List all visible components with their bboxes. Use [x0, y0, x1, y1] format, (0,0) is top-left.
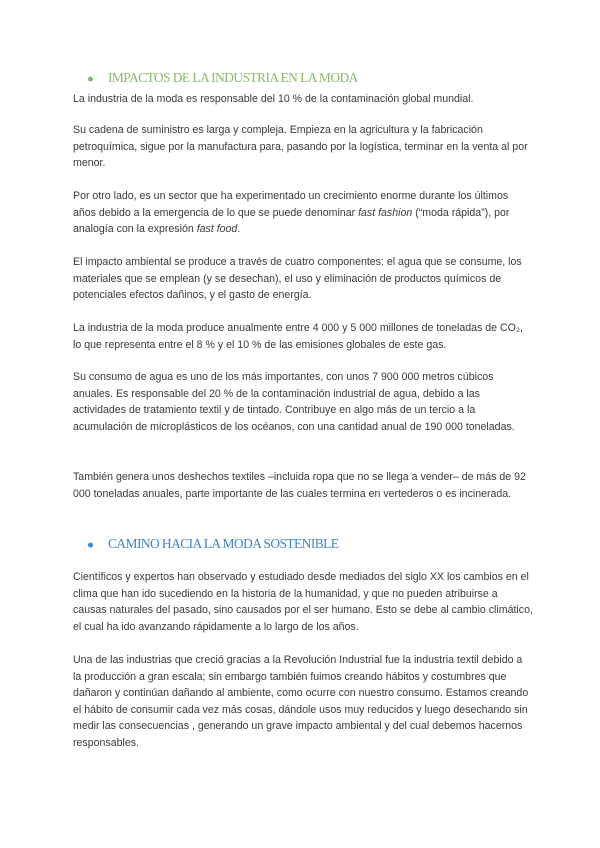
- paragraph-impacto-ambiental: El impacto ambiental se produce a través de cuatro componentes: el agua que se consume, los materiales que se emplean (y se desechan), el uso y eliminación de productos químicos de potenciales efectos dañinos, y el gasto de energía.: [73, 256, 522, 301]
- section-heading-text: CAMINO HACIA LA MODA SOSTENIBLE: [108, 536, 339, 551]
- emphasis-fast-food: fast food: [196, 223, 238, 235]
- paragraph-emisiones-co2: La industria de la moda produce anualmente entre 4 000 y 5 000 millones de toneladas de CO₂, lo que representa entre el 8 % y el 10 % de las emisiones globales de este gas.: [73, 322, 523, 351]
- emphasis-fast-fashion: fast fashion: [358, 206, 413, 219]
- section-heading-camino: [92, 536, 338, 552]
- section-heading-text: IMPACTOS DE LA INDUSTRIA EN LA MODA: [108, 70, 358, 85]
- bullet-icon: [88, 543, 93, 548]
- paragraph-consumo-agua: Su consumo de agua es uno de los más importantes, con unos 7 900 000 metros cúbicos anuales. Es responsable del 20 % de la contaminación industrial de agua, debido a las actividades de tratamiento textil y de tintado. Contribuye en algo más de un tercio a la acumulación de microplásticos de los océanos, con una cantidad anual de 190 000 toneladas.: [73, 371, 515, 433]
- paragraph-revolucion-industrial: Una de las industrias que creció gracias a la Revolución Industrial fue la industria textil debido a la producción a gran escala; sin embargo también fuimos creando hábitos y costumbres que dañaron y continúan dañando al ambiente, como ocurre con nuestro consumo. Estamos creando el hábito de consumir cada vez más cosas, dándole usos muy reducidos y luego desechando sin medir las consecuencias , generando un grave impacto ambiental y del cual debemos hacernos responsables.: [73, 654, 529, 749]
- paragraph-contaminacion: La industria de la moda es responsable del 10 % de la contaminación global mundial.: [73, 93, 474, 105]
- paragraph-text: .: [237, 223, 241, 235]
- paragraph-cadena-suministro: Su cadena de suministro es larga y compleja. Empieza en la agricultura y la fabricación petroquímica, sigue por la manufactura para, pasando por la logística, terminar en la venta al por menor.: [73, 124, 528, 169]
- paragraph-text: (“moda rápida”), por analogía con la expresión: [73, 206, 510, 235]
- section-heading-impactos: [92, 70, 358, 86]
- bullet-icon: [88, 77, 93, 82]
- paragraph-cambio-climatico: Científicos y expertos han observado y estudiado desde mediados del siglo XX los cambios en el clima que han ido sucediendo en la historia de la humanidad, y que no pueden atribuirse a causas naturales del pasado, sino causados por el ser humano. Esto se debe al cambio climático, el cual ha ido avanzando rápidamente a lo largo de los años.: [73, 571, 533, 633]
- paragraph-fast-fashion: [73, 188, 533, 238]
- paragraph-text: Por otro lado, es un sector que ha experimentado un crecimiento enorme durante los últimos años debido a la emergencia de lo que se puede denominar: [73, 190, 509, 219]
- paragraph-deshechos-textiles: También genera unos deshechos textiles –incluida ropa que no se llega a vender– de más de 92 000 toneladas anuales, parte importante de las cuales termina en vertederos o es incinerada.: [73, 471, 526, 500]
